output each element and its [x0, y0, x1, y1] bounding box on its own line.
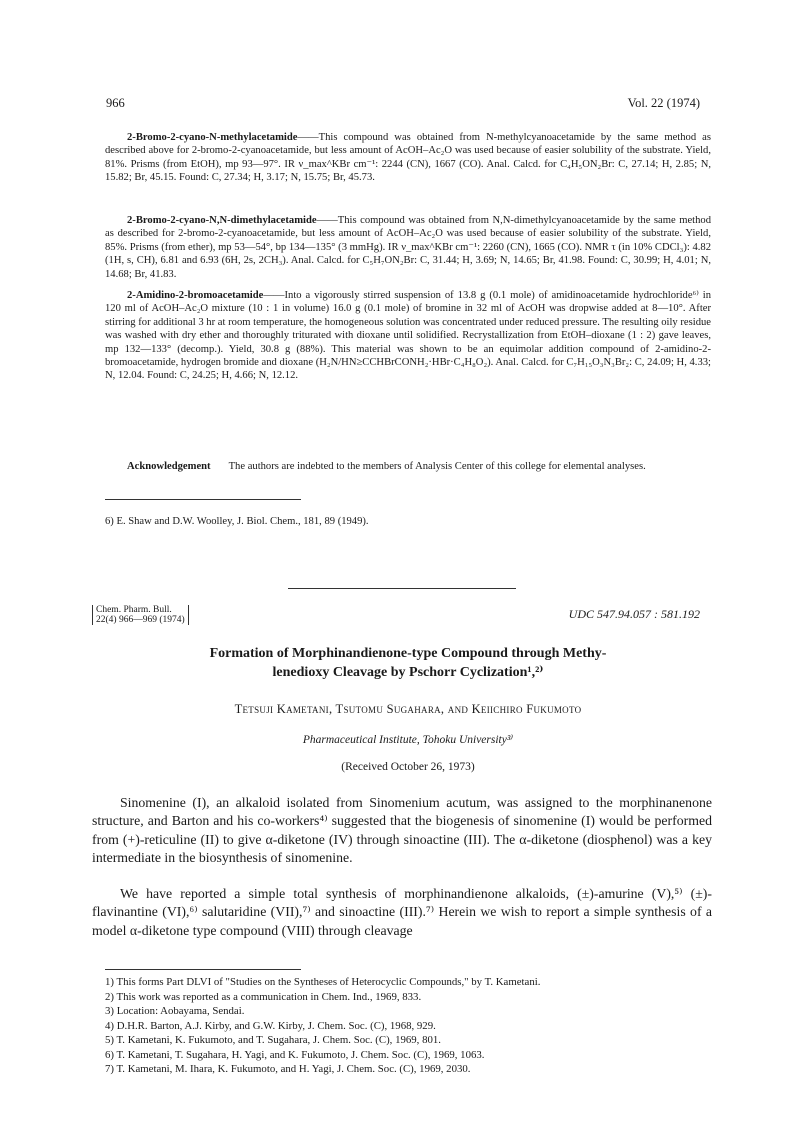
footnotes	[105, 975, 711, 1077]
journal-volume: Vol. 22 (1974)	[627, 96, 700, 110]
received-date: (Received October 26, 1973)	[341, 761, 475, 773]
footnote-divider	[105, 499, 301, 500]
footnote-4: 4) D.H.R. Barton, A.J. Kirby, and G.W. Kirby, J. Chem. Soc. (C), 1968, 929.	[105, 1019, 436, 1032]
body-paragraph-2	[92, 885, 712, 940]
footnote-6: 6) E. Shaw and D.W. Woolley, J. Biol. Chem., 181, 89 (1949).	[105, 516, 369, 527]
footnote-6b: 6) T. Kametani, T. Sugahara, H. Yagi, and K. Fukumoto, J. Chem. Soc. (C), 1969, 1063.	[105, 1048, 485, 1061]
footnote-5: 5) T. Kametani, K. Fukumoto, and T. Sugahara, J. Chem. Soc. (C), 1969, 801.	[105, 1034, 441, 1046]
title-line-2: lenedioxy Cleavage by Pschorr Cyclization¹,²⁾	[272, 665, 544, 680]
footnote-2: 2) This work was reported as a communication in Chem. Ind., 1969, 833.	[105, 990, 422, 1003]
acknowledgement-text: The authors are indebted to the members of Analysis Center of this college for elemental analyses.	[228, 461, 646, 472]
affiliation: Pharmaceutical Institute, Tohoku University³⁾	[302, 734, 514, 746]
section-title: 2-Bromo-2-cyano-N-methylacetamide	[127, 132, 298, 143]
acknowledgement-title: Acknowledgement	[127, 461, 211, 472]
compound-section-2: 2-Bromo-2-cyano-N,N-dimethylacetamide——This compound was obtained from N,N-dimethylcyanoacetamide by the same method as described for 2-bromo-2-cyanoacetamide, but less amount of AcOH–Ac₂O was used because of easier solubility of the substrate. Yield, 85%. Prisms (from ether), mp 53—54°, bp 134—135° (3 mmHg). IR ν_max^KBr cm⁻¹: 2260 (CN), 1665 (CO). NMR τ (in 10% CDCl₃): 4.82 (1H, s, CH), 6.81 and 6.93 (6H, 2s, 2CH₃). Anal. Calcd. for C₅H₇ON₂Br: C, 31.44; H, 3.69; N, 14.65; Br, 41.98. Found: C, 30.99; H, 4.01; N, 14.68; Br, 41.83.	[105, 215, 711, 280]
article-separator	[288, 588, 516, 589]
journal-ref-line2: 22(4) 966—969 (1974)	[96, 615, 185, 625]
footnote-3: 3) Location: Aobayama, Sendai.	[105, 1005, 245, 1017]
section-title: 2-Amidino-2-bromoacetamide	[127, 290, 264, 301]
compound-section-3: 2-Amidino-2-bromoacetamide——Into a vigorously stirred suspension of 13.8 g (0.1 mole) of amidinoacetamide hydrochloride⁶⁾ in 120 ml of AcOH–Ac₂O mixture (10 : 1 in volume) 16.0 g (0.1 mole) of bromine in 32 ml of AcOH was dropwise added at 8—10°. After stirring for additional 3 hr at room temperature, the homogeneous solution was concentrated under reduced pressure. The resulting oily residue was washed with dry ether and thoroughly triturated with dioxane until solidified. Recrystallization from EtOH–dioxane (1 : 2) gave leaves, mp 132—133° (decomp.). Yield, 30.8 g (88%). This material was shown to be an equimolar addition compound of 2-amidino-2-bromoacetamide, hydrogen bromide and dioxane (H₂N/HN≥CCHBrCONH₂·HBr·C₄H₈O₂). Anal. Calcd. for C₇H₁₅O₃N₃Br₂: C, 24.09; H, 4.33; N, 12.04. Found: C, 24.25; H, 4.66; N, 12.12.	[105, 290, 711, 382]
body-paragraph-1	[92, 794, 712, 867]
paragraph-text: Sinomenine (I), an alkaloid isolated from Sinomenium acutum, was assigned to the morphinanenone structure, and Barton and his co-workers⁴⁾ suggested that the biogenesis of sinomenine (I) would be performed from (+)-reticuline (II) to give α-diketone (IV) through sinoactine (III). The α-diketone (diosphenol) was a key intermediate in the biosynthesis of sinomenine.	[92, 795, 712, 865]
footnote-1: 1) This forms Part DLVI of "Studies on the Syntheses of Heterocyclic Compounds," by T. Kametani.	[105, 976, 541, 988]
journal-reference	[92, 605, 189, 625]
article-title	[105, 644, 711, 682]
page-number: 966	[106, 96, 125, 110]
udc-code: UDC 547.94.057 : 581.192	[568, 607, 700, 621]
acknowledgement	[105, 460, 711, 473]
title-line-1: Formation of Morphinandienone-type Compound through Methy-	[209, 646, 607, 661]
paragraph-text: We have reported a simple total synthesis of morphinandienone alkaloids, (±)-amurine (V),⁵⁾ (±)-flavinantine (VI),⁶⁾ salutaridine (VII),⁷⁾ and sinoactine (III).⁷⁾ Herein we wish to report a simple synthesis of a model α-diketone type compound (VIII) through cleavage	[92, 886, 712, 938]
footnote-divider	[105, 969, 301, 970]
section-title: 2-Bromo-2-cyano-N,N-dimethylacetamide	[127, 215, 317, 226]
compound-section-1: 2-Bromo-2-cyano-N-methylacetamide——This compound was obtained from N-methylcyanoacetamide by the same method as described above for 2-bromo-2-cyanoacetamide, but less amount of AcOH–Ac₂O was used because of easier solubility of the substrate. Yield, 81%. Prisms (from EtOH), mp 93—97°. IR ν_max^KBr cm⁻¹: 2244 (CN), 1667 (CO). Anal. Calcd. for C₄H₅ON₂Br: C, 27.14; H, 2.85; N, 15.82; Br, 45.15. Found: C, 27.34; H, 3.17; N, 15.75; Br, 45.73.	[105, 132, 711, 184]
footnote-7: 7) T. Kametani, M. Ihara, K. Fukumoto, and H. Yagi, J. Chem. Soc. (C), 1969, 2030.	[105, 1063, 471, 1075]
section-text: This compound was obtained from N-methylcyanoacetamide by the same method as described above for 2-bromo-2-cyanoacetamide, but less amount of AcOH–Ac₂O was used because of easier solubility of the substrate. Yield, 81%. Prisms (from EtOH), mp 93—97°. IR ν_max^KBr cm⁻¹: 2244 (CN), 1667 (CO). Anal. Calcd. for C₄H₅ON₂Br: C, 27.14; H, 2.85; N, 15.82; Br, 45.15. Found: C, 27.34; H, 3.17; N, 15.75; Br, 45.73.	[105, 132, 711, 184]
section-text: Into a vigorously stirred suspension of 13.8 g (0.1 mole) of amidinoacetamide hydrochloride⁶⁾ in 120 ml of AcOH–Ac₂O mixture (10 : 1 in volume) 16.0 g (0.1 mole) of bromine in 32 ml of AcOH was dropwise added at 8—10°. After stirring for additional 3 hr at room temperature, the homogeneous solution was concentrated under reduced pressure. The resulting oily residue was washed with dry ether and thoroughly triturated with dioxane until solidified. Recrystallization from EtOH–dioxane (1 : 2) gave leaves, mp 132—133° (decomp.). Yield, 30.8 g (88%). This material was shown to be an equimolar addition compound of 2-amidino-2-bromoacetamide, hydrogen bromide and dioxane (H₂N/HN≥CCHBrCONH₂·HBr·C₄H₈O₂). Anal. Calcd. for C₇H₁₅O₃N₃Br₂: C, 24.09; H, 4.33; N, 12.04. Found: C, 24.25; H, 4.66; N, 12.12.	[105, 290, 711, 382]
authors: Tetsuji Kametani, Tsutomu Sugahara, and Keiichiro Fukumoto	[234, 702, 582, 716]
journal-ref-line1: Chem. Pharm. Bull.	[96, 605, 172, 615]
section-text: This compound was obtained from N,N-dimethylcyanoacetamide by the same method as described for 2-bromo-2-cyanoacetamide, but less amount of AcOH–Ac₂O was used because of easier solubility of the substrate. Yield, 85%. Prisms (from ether), mp 53—54°, bp 134—135° (3 mmHg). IR ν_max^KBr cm⁻¹: 2260 (CN), 1665 (CO). NMR τ (in 10% CDCl₃): 4.82 (1H, s, CH), 6.81 and 6.93 (6H, 2s, 2CH₃). Anal. Calcd. for C₅H₇ON₂Br: C, 31.44; H, 3.69; N, 14.65; Br, 41.98. Found: C, 30.99; H, 4.01; N, 14.68; Br, 41.83.	[105, 215, 711, 280]
